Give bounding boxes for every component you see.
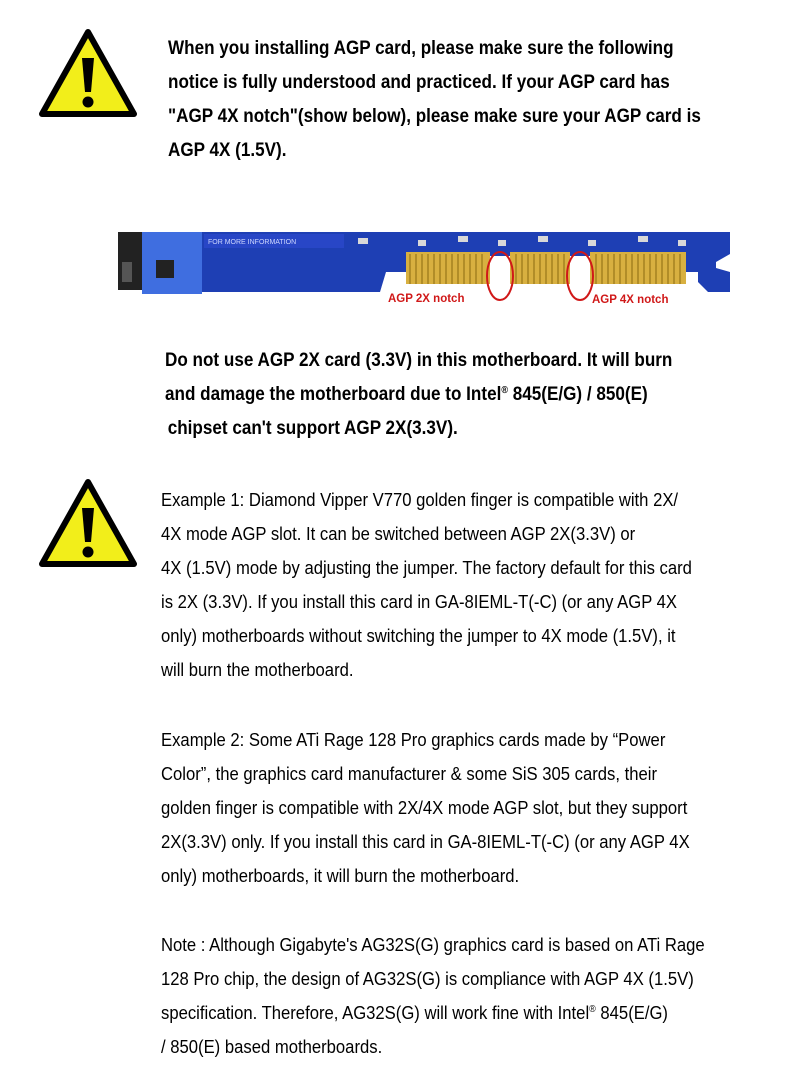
example-line: will burn the motherboard.: [161, 659, 354, 680]
example-line: Color”, the graphics card manufacturer & some SiS 305 cards, their: [161, 763, 658, 784]
notice-line: When you installing AGP card, please make sure the following: [168, 38, 674, 59]
example-1-paragraph: [161, 483, 692, 687]
notice-line: notice is fully understood and practiced. If your AGP card has: [168, 72, 670, 93]
example-line: Example 1: Diamond Vipper V770 golden finger is compatible with 2X/: [161, 489, 679, 510]
do-not-use-paragraph: [165, 344, 672, 446]
dont-use-line: Do not use AGP 2X card (3.3V) in this motherboard. It will burn: [165, 350, 673, 371]
warning-icon: [38, 28, 138, 120]
note-line: Note : Although Gigabyte's AG32S(G) graphics card is based on ATi Rage: [161, 934, 705, 955]
agp-card-notch-figure: [118, 232, 730, 312]
golden-finger-left: [406, 252, 490, 284]
agp-4x-notch-label: AGP 4X notch: [592, 294, 669, 306]
dont-use-line: chipset can't support AGP 2X(3.3V).: [167, 418, 458, 439]
example-line: 4X (1.5V) mode by adjusting the jumper. The factory default for this card: [161, 557, 692, 578]
agp-2x-notch-label: AGP 2X notch: [388, 293, 465, 305]
example-line: Example 2: Some ATi Rage 128 Pro graphics cards made by “Power: [161, 729, 666, 750]
example-line: only) motherboards, it will burn the motherboard.: [161, 865, 520, 886]
note-line: 128 Pro chip, the design of AG32S(G) is compliance with AGP 4X (1.5V): [161, 968, 694, 989]
example-line: 4X mode AGP slot. It can be switched between AGP 2X(3.3V) or: [161, 523, 636, 544]
agp-2x-notch: [490, 256, 510, 290]
example-line: is 2X (3.3V). If you install this card in GA-8IEML-T(-C) (or any AGP 4X: [161, 591, 678, 612]
warning-icon: [38, 478, 138, 570]
example-line: only) motherboards without switching the jumper to 4X mode (1.5V), it: [161, 625, 676, 646]
note-line: specification. Therefore, AG32S(G) will work fine with Intel® 845(E/G): [161, 1002, 668, 1023]
svg-text:FOR MORE INFORMATION: FOR MORE INFORMATION: [208, 239, 297, 246]
notice-line: AGP 4X (1.5V).: [168, 140, 287, 161]
registered-mark: ®: [501, 385, 508, 396]
dont-use-line: and damage the motherboard due to Intel® 845(E/G) / 850(E): [165, 384, 648, 405]
note-line: / 850(E) based motherboards.: [161, 1036, 383, 1057]
example-2-paragraph: [161, 723, 690, 893]
registered-mark: ®: [589, 1004, 596, 1015]
note-paragraph: [161, 928, 705, 1064]
agp-4x-notch: [570, 256, 590, 290]
agp-notice-paragraph: [168, 32, 701, 168]
notice-line: "AGP 4X notch"(show below), please make sure your AGP card is: [168, 106, 701, 127]
example-line: golden finger is compatible with 2X/4X mode AGP slot, but they support: [161, 797, 688, 818]
example-line: 2X(3.3V) only. If you install this card in GA-8IEML-T(-C) (or any AGP 4X: [161, 831, 690, 852]
